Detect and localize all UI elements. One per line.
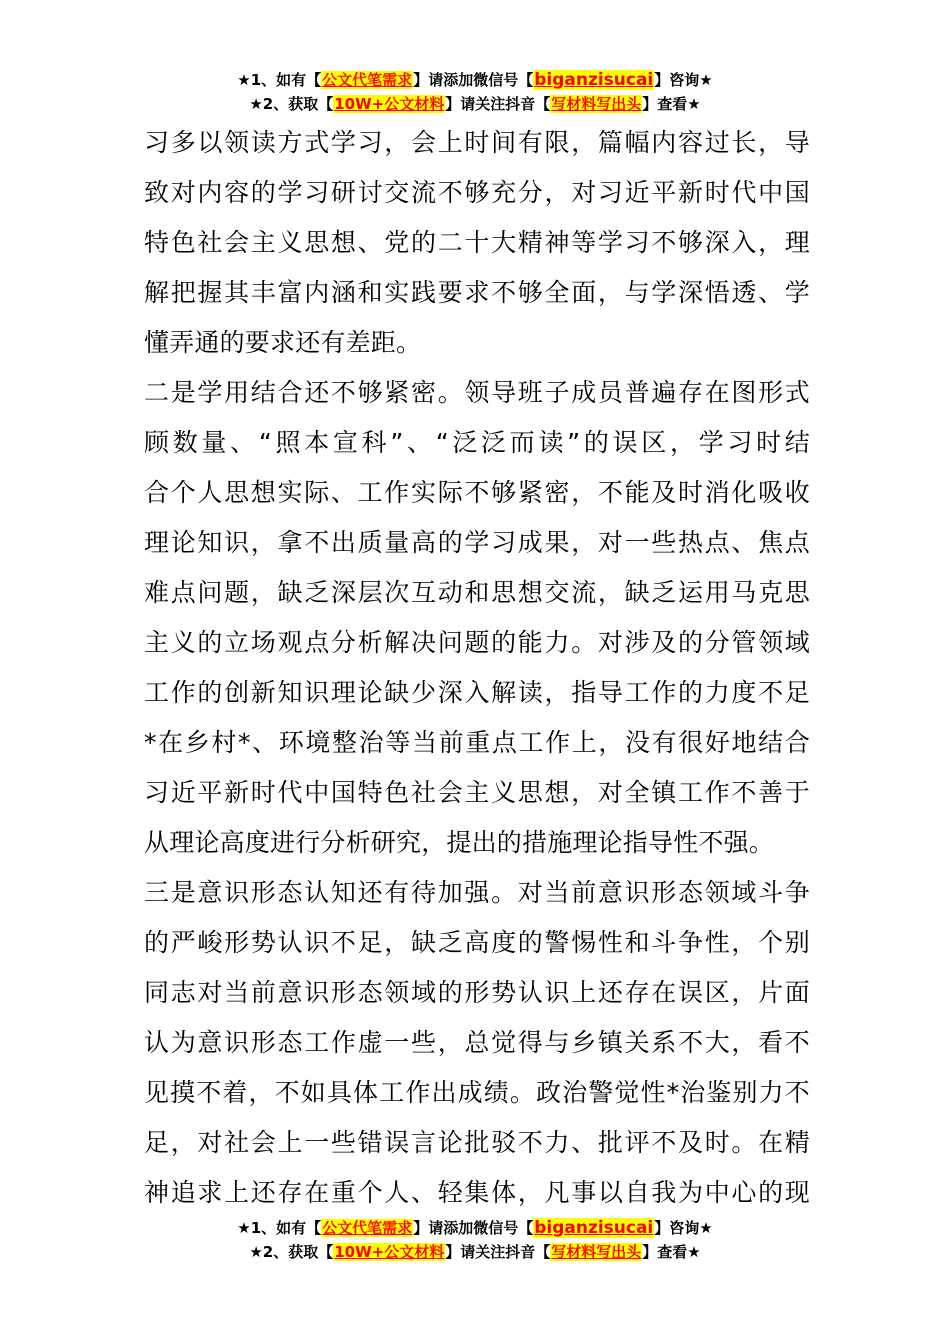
text-line: 认为意识形态工作虚一些，总觉得与乡镇关系不大，看不 bbox=[144, 1028, 810, 1057]
banner-highlight: biganzisucai bbox=[534, 1218, 654, 1238]
text-line: 工作的创新知识理论缺少深入解读，指导工作的力度不足 bbox=[144, 678, 810, 707]
banner-text: ★2、获取【 bbox=[249, 95, 334, 113]
banner-highlight: biganzisucai bbox=[534, 70, 654, 90]
text-line: 习近平新时代中国特色社会主义思想，对全镇工作不善于 bbox=[144, 778, 810, 807]
banner-line-2 bbox=[0, 92, 950, 116]
text-line: 解把握其丰富内涵和实践要求不够全面，与学深悟透、学 bbox=[144, 278, 810, 307]
banner-text: 】请关注抖音【 bbox=[445, 95, 551, 113]
footer-banner bbox=[0, 1216, 950, 1264]
banner-line-1 bbox=[0, 68, 950, 92]
banner-text: 】咨询★ bbox=[654, 71, 713, 89]
text-line: 主义的立场观点分析解决问题的能力。对涉及的分管领域 bbox=[144, 628, 810, 657]
banner-text: 】请关注抖音【 bbox=[445, 1243, 551, 1261]
text-line: 难点问题，缺乏深层次互动和思想交流，缺乏运用马克思 bbox=[144, 578, 810, 607]
banner-text: 】查看★ bbox=[642, 1243, 701, 1261]
text-line: 顾数量、“照本宣科”、“泛泛而读”的误区，学习时结 bbox=[144, 428, 810, 457]
banner-text: 】查看★ bbox=[642, 95, 701, 113]
text-line: 特色社会主义思想、党的二十大精神等学习不够深入，理 bbox=[144, 228, 810, 257]
text-line: *在乡村*、环境整治等当前重点工作上，没有很好地结合 bbox=[144, 728, 810, 757]
text-line: 懂弄通的要求还有差距。 bbox=[144, 328, 422, 357]
text-line: 三是意识形态认知还有待加强。对当前意识形态领域斗争 bbox=[144, 878, 810, 907]
text-line: 致对内容的学习研讨交流不够充分，对习近平新时代中国 bbox=[144, 178, 810, 207]
banner-text: ★1、如有【 bbox=[237, 71, 322, 89]
banner-text: ★1、如有【 bbox=[237, 1219, 322, 1237]
text-line: 从理论高度进行分析研究，提出的措施理论指导性不强。 bbox=[144, 828, 775, 857]
banner-text: 】咨询★ bbox=[654, 1219, 713, 1237]
text-line: 见摸不着，不如具体工作出成绩。政治警觉性*治鉴别力不 bbox=[144, 1078, 810, 1107]
text-line: 的严峻形势认识不足，缺乏高度的警惕性和斗争性，个别 bbox=[144, 928, 810, 957]
banner-highlight: 10W+公文材料 bbox=[334, 1243, 445, 1261]
banner-line-2 bbox=[0, 1240, 950, 1264]
banner-text: 】请添加微信号【 bbox=[413, 1219, 534, 1237]
text-line: 合个人思想实际、工作实际不够紧密，不能及时消化吸收 bbox=[144, 478, 810, 507]
text-line: 习多以领读方式学习，会上时间有限，篇幅内容过长，导 bbox=[144, 128, 810, 157]
banner-highlight: 10W+公文材料 bbox=[334, 95, 445, 113]
banner-text: ★2、获取【 bbox=[249, 1243, 334, 1261]
banner-highlight: 公文代笔需求 bbox=[322, 71, 413, 89]
header-banner bbox=[0, 68, 950, 116]
text-line: 同志对当前意识形态领域的形势认识上还存在误区，片面 bbox=[144, 978, 810, 1007]
document-body bbox=[144, 118, 810, 1218]
text-line: 理论知识，拿不出质量高的学习成果，对一些热点、焦点 bbox=[144, 528, 810, 557]
text-line: 足，对社会上一些错误言论批驳不力、批评不及时。在精 bbox=[144, 1128, 810, 1157]
banner-highlight: 写材料写出头 bbox=[551, 95, 642, 113]
banner-highlight: 写材料写出头 bbox=[551, 1243, 642, 1261]
banner-line-1 bbox=[0, 1216, 950, 1240]
text-line: 神追求上还存在重个人、轻集体，凡事以自我为中心的现 bbox=[144, 1178, 810, 1207]
banner-text: 】请添加微信号【 bbox=[413, 71, 534, 89]
text-line: 二是学用结合还不够紧密。领导班子成员普遍存在图形式 bbox=[144, 378, 810, 407]
banner-highlight: 公文代笔需求 bbox=[322, 1219, 413, 1237]
